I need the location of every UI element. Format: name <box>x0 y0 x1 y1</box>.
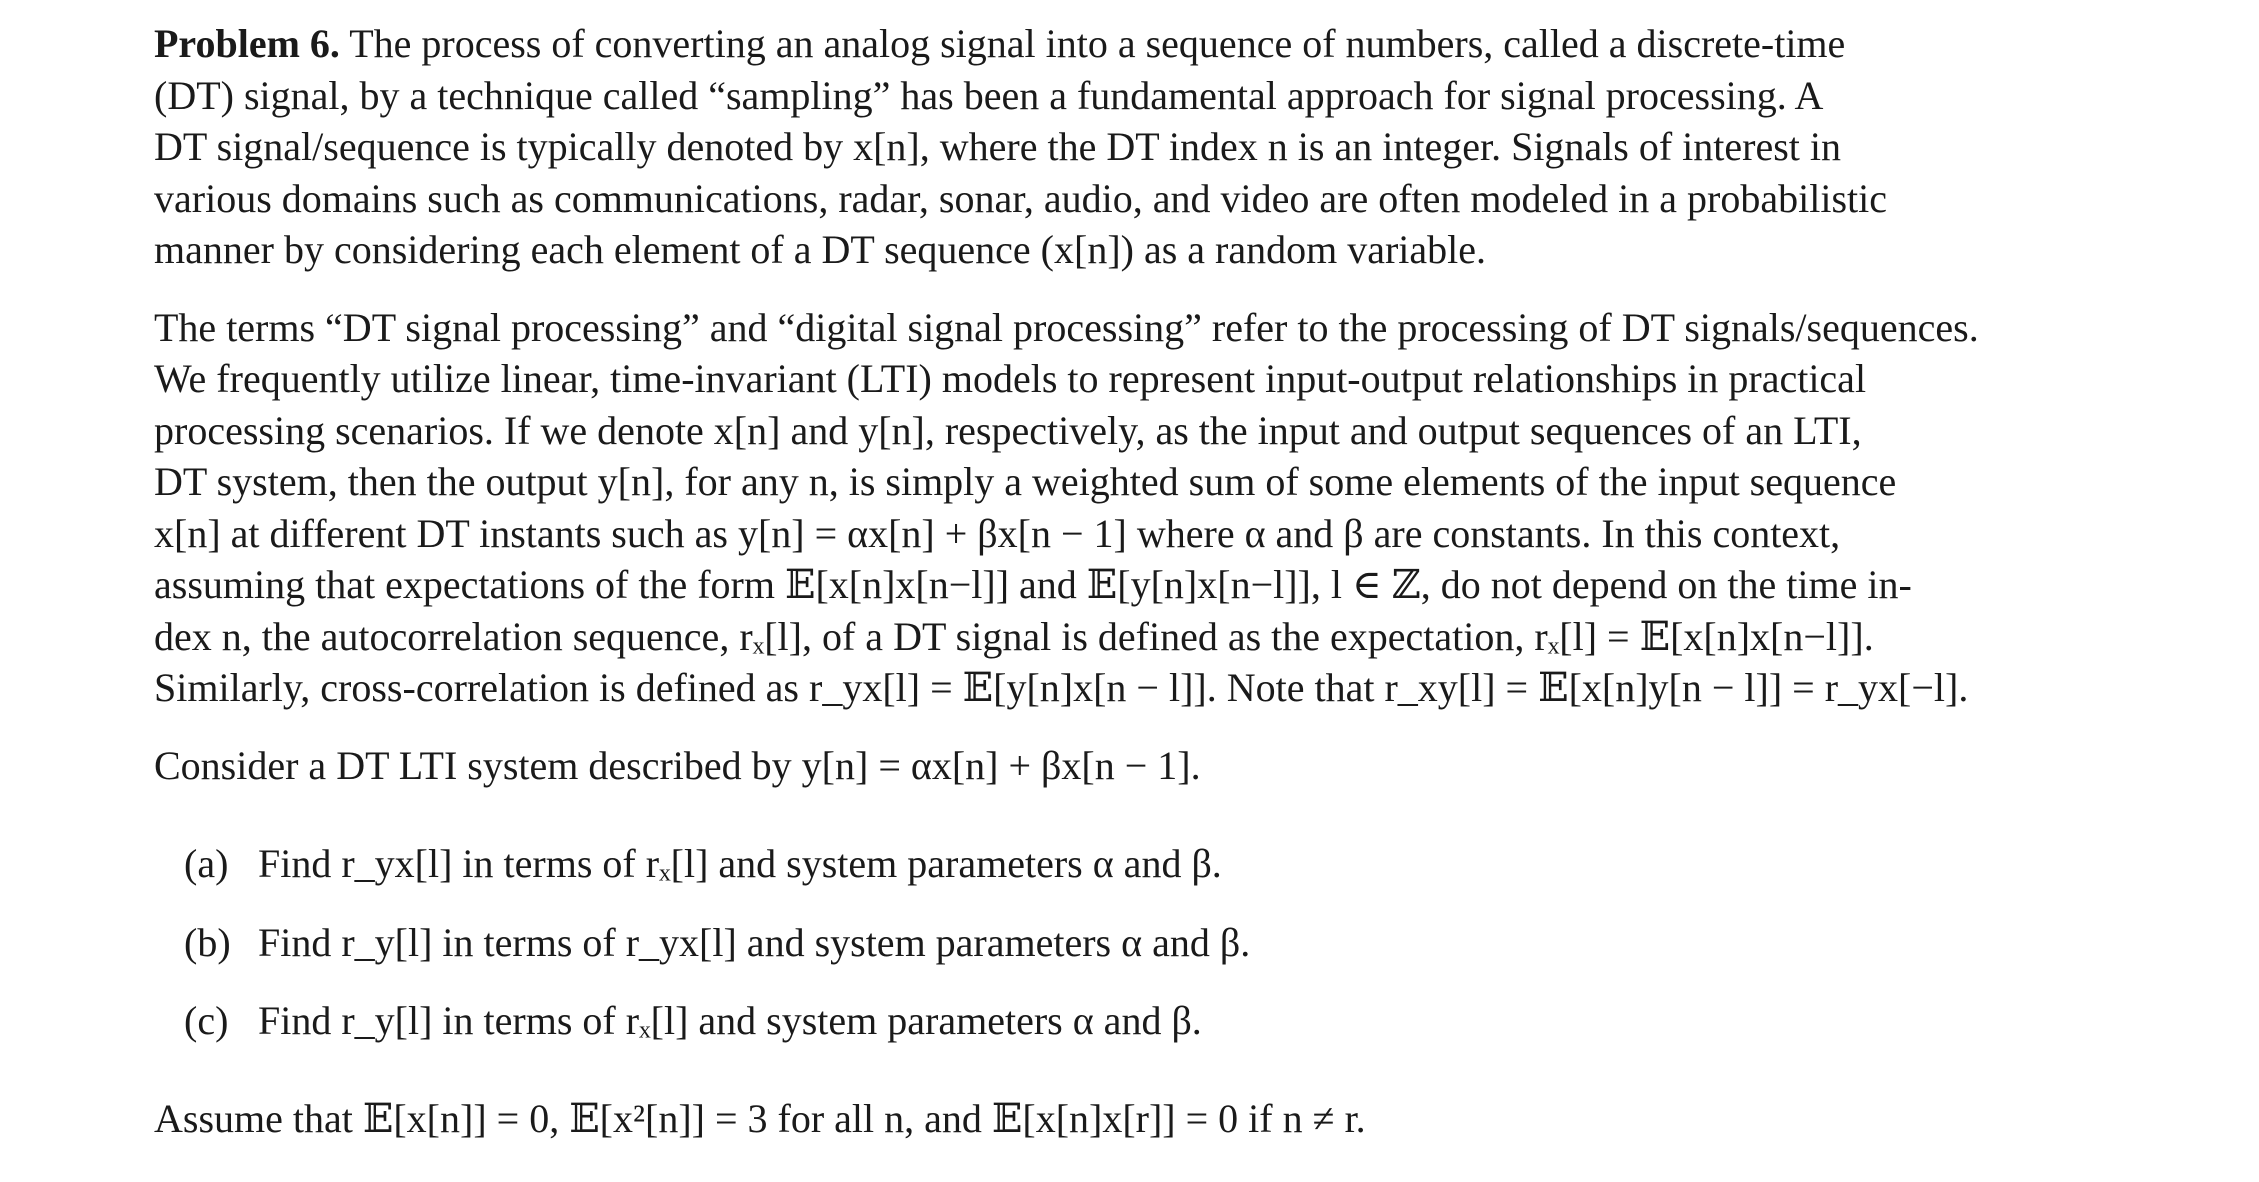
question-part-a <box>184 838 2214 890</box>
question-part-c-label: (c) <box>184 998 229 1043</box>
paragraph-definitions-line-8: Similarly, cross-correlation is defined as r_yx[l] = 𝔼[y[n]x[n − l]]. Note that r_xy[l] = 𝔼[x[n]y[n − l]] = r_yx[−l]. <box>154 665 1969 710</box>
paragraph-intro-line-5: manner by considering each element of a DT sequence (x[n]) as a random variable. <box>154 227 1487 272</box>
paragraph-definitions-line-3: processing scenarios. If we denote x[n] and y[n], respectively, as the input and output sequences of an LTI, <box>154 407 1862 453</box>
problem-heading: Problem 6. <box>154 21 340 66</box>
paragraph-assumption-line: Assume that 𝔼[x[n]] = 0, 𝔼[x²[n]] = 3 for all n, and 𝔼[x[n]x[r]] = 0 if n ≠ r. <box>154 1095 1366 1141</box>
paragraph-intro-line-1: Problem 6. The process of converting an analog signal into a sequence of numbers, called a discrete-time <box>154 21 1846 66</box>
question-part-b-text: Find r_y[l] in terms of r_yx[l] and system parameters α and β. <box>258 919 1251 965</box>
question-part-b-label: (b) <box>184 919 231 965</box>
question-part-c <box>184 995 2214 1047</box>
paragraph-assumption <box>154 1093 2214 1145</box>
paragraph-intro-line-4: various domains such as communications, radar, sonar, audio, and video are often modeled in a probabilistic <box>154 175 1887 221</box>
paragraph-intro <box>154 18 2214 276</box>
question-part-a-text: Find r_yx[l] in terms of rₓ[l] and system parameters α and β. <box>258 841 1222 886</box>
paragraph-system <box>154 740 2214 792</box>
paragraph-intro-line-3: DT signal/sequence is typically denoted by x[n], where the DT index n is an integer. Signals of interest in <box>154 124 1842 169</box>
question-part-b <box>184 917 2214 969</box>
question-part-a-label: (a) <box>184 841 229 886</box>
paragraph-definitions-line-7: dex n, the autocorrelation sequence, rₓ[l], of a DT signal is defined as the expectation, rₓ[l] = 𝔼[x[n]x[n−l]]. <box>154 613 1874 659</box>
paragraph-definitions-line-5: x[n] at different DT instants such as y[n] = αx[n] + βx[n − 1] where α and β are constants. In this context, <box>154 510 1841 556</box>
paragraph-system-line: Consider a DT LTI system described by y[n] = αx[n] + βx[n − 1]. <box>154 742 1201 788</box>
paragraph-definitions-line-6: assuming that expectations of the form 𝔼[x[n]x[n−l]] and 𝔼[y[n]x[n−l]], l ∈ ℤ, do not depend on the time in- <box>154 562 1912 607</box>
question-parts <box>154 838 2214 1047</box>
question-part-c-text: Find r_y[l] in terms of rₓ[l] and system parameters α and β. <box>258 998 1202 1043</box>
paragraph-definitions-line-1: The terms “DT signal processing” and “digital signal processing” refer to the processing of DT signals/sequences. <box>154 304 1979 350</box>
paragraph-intro-line-2: (DT) signal, by a technique called “sampling” has been a fundamental approach for signal processing. A <box>154 72 1824 118</box>
problem-page <box>154 18 2214 1144</box>
paragraph-definitions-line-4: DT system, then the output y[n], for any n, is simply a weighted sum of some elements of the input sequence <box>154 459 1897 504</box>
paragraph-definitions <box>154 302 2214 714</box>
paragraph-definitions-line-2: We frequently utilize linear, time-invariant (LTI) models to represent input-output relationships in practical <box>154 356 1867 401</box>
